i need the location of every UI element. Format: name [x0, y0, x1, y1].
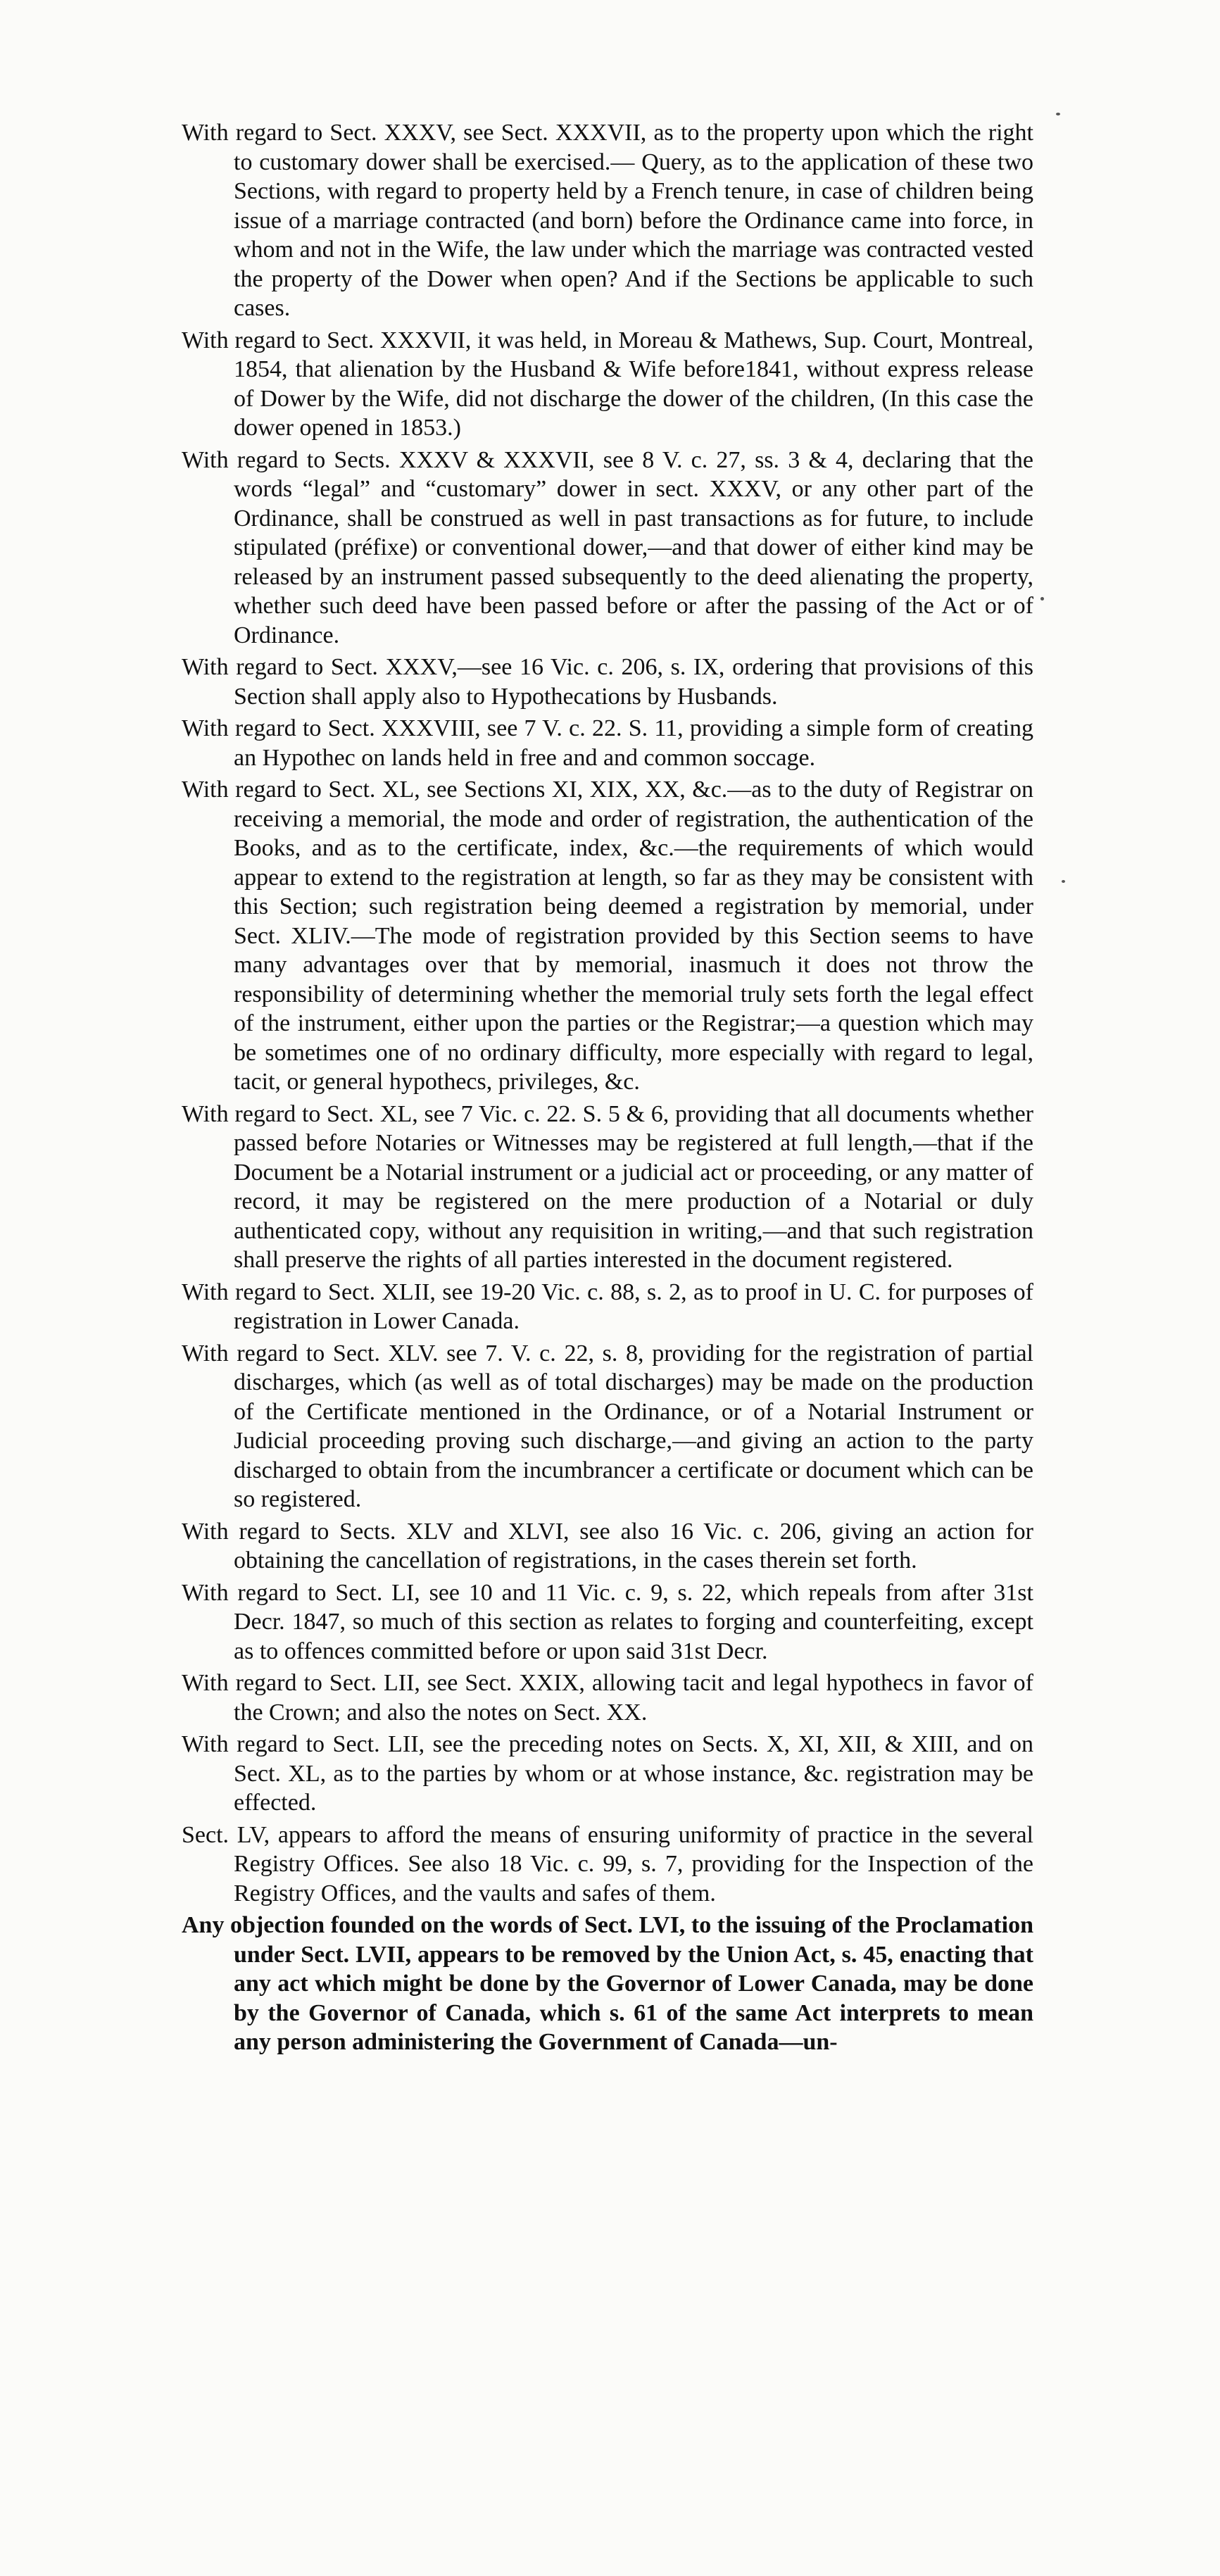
note-paragraph: With regard to Sect. XLII, see 19-20 Vic. c. 88, s. 2, as to proof in U. C. for purposes of registration in Lower Canada.: [182, 1278, 1033, 1334]
note-paragraph: With regard to Sect. XXXV, see Sect. XXXVII, as to the property upon which the right to customary dower shall be exercised.— Query, as to the application of these two Sections, with regard to property held by a French tenure, in case of children being issue of a marriage contracted (and born) before the Ordinance came into force, in whom and not in the Wife, the law under which the marriage was contracted vested the property of the Dower when open? And if the Sections be applicable to such cases.: [182, 120, 1033, 321]
scan-speck: [1056, 113, 1060, 115]
note-paragraph: Any objection founded on the words of Sect. LVI, to the issuing of the Proclamation under Sect. LVII, appears to be removed by the Union Act, s. 45, enacting that any act which might be done by the Governor of Lower Canada, may be done by the Governor of Canada, which s. 61 of the same Act interprets to mean any person administering the Government of Canada—un-: [182, 1912, 1033, 2055]
document-body: [182, 118, 1033, 2060]
note-paragraph: With regard to Sect. LII, see the preceding notes on Sects. X, XI, XII, & XIII, and on Sect. XL, as to the parties by whom or at whose instance, &c. registration may be effected.: [182, 1731, 1033, 1816]
note-paragraph: With regard to Sect. XXXV,—see 16 Vic. c. 206, s. IX, ordering that provisions of this Section shall apply also to Hypothecations by Husbands.: [182, 654, 1033, 710]
scan-speck: [1040, 597, 1044, 601]
note-paragraph: Sect. LV, appears to afford the means of ensuring uniformity of practice in the several Registry Offices. See also 18 Vic. c. 99, s. 7, providing for the Inspection of the Registry Offices, and the vaults and safes of them.: [182, 1821, 1033, 1906]
note-paragraph: With regard to Sect. XLV. see 7. V. c. 22, s. 8, providing for the registration of partial discharges, which (as well as of total discharges) may be made on the production of the Certificate mentioned in the Ordinance, or of a Notarial Instrument or Judicial proceeding proving such discharge,—and giving an action to the party discharged to obtain from the incumbrancer a certificate or document which can be so registered.: [182, 1340, 1033, 1512]
note-paragraph: With regard to Sect. XXXVIII, see 7 V. c. 22. S. 11, providing a simple form of creating an Hypothec on lands held in free and and common soccage.: [182, 715, 1033, 771]
note-paragraph: With regard to Sect. XXXVII, it was held, in Moreau & Mathews, Sup. Court, Montreal, 1854, that alienation by the Husband & Wife before1841, without express release of Dower by the Wife, did not discharge the dower of the children, (In this case the dower opened in 1853.): [182, 327, 1033, 441]
note-paragraph: With regard to Sect. XL, see 7 Vic. c. 22. S. 5 & 6, providing that all documents whether passed before Notaries or Witnesses may be registered at full length,—that if the Document be a Notarial instrument or a judicial act or proceeding, or any matter of record, it may be registered on the mere production of a Notarial or duly authenticated copy, without any requisition in writing,—and that such registration shall preserve the rights of all parties interested in the document registered.: [182, 1100, 1033, 1273]
note-paragraph: With regard to Sects. XXXV & XXXVII, see 8 V. c. 27, ss. 3 & 4, declaring that the words “legal” and “customary” dower in sect. XXXV, or any other part of the Ordinance, shall be construed as well in past transactions as for future, to include stipulated (préfixe) or conventional dower,—and that dower of either kind may be released by an instrument passed subsequently to the deed alienating the property, whether such deed have been passed before or after the passing of the Act or of Ordinance.: [182, 446, 1033, 648]
note-paragraph: With regard to Sect. XL, see Sections XI, XIX, XX, &c.—as to the duty of Registrar on receiving a memorial, the mode and order of registration, the authentication of the Books, and as to the certificate, index, &c.—the requirements of which would appear to extend to the registration at length, so far as they may be consistent with this Section; such registration being deemed a registration by memorial, under Sect. XLIV.—The mode of registration provided by this Section seems to have many advantages over that by memorial, inasmuch it does not throw the responsibility of determining whether the memorial truly sets forth the legal effect of the instrument, either upon the parties or the Registrar;—a question which may be sometimes one of no ordinary difficulty, more especially with regard to legal, tacit, or general hypothecs, privileges, &c.: [182, 777, 1033, 1095]
note-paragraph: With regard to Sect. LI, see 10 and 11 Vic. c. 9, s. 22, which repeals from after 31st Decr. 1847, so much of this section as relates to forging and counterfeiting, except as to offences committed before or upon said 31st Decr.: [182, 1579, 1033, 1664]
note-paragraph: With regard to Sects. XLV and XLVI, see also 16 Vic. c. 206, giving an action for obtaining the cancellation of registrations, in the cases therein set forth.: [182, 1518, 1033, 1573]
note-paragraph: With regard to Sect. LII, see Sect. XXIX, allowing tacit and legal hypothecs in favor of the Crown; and also the notes on Sect. XX.: [182, 1670, 1033, 1726]
scan-speck: [1062, 880, 1065, 883]
